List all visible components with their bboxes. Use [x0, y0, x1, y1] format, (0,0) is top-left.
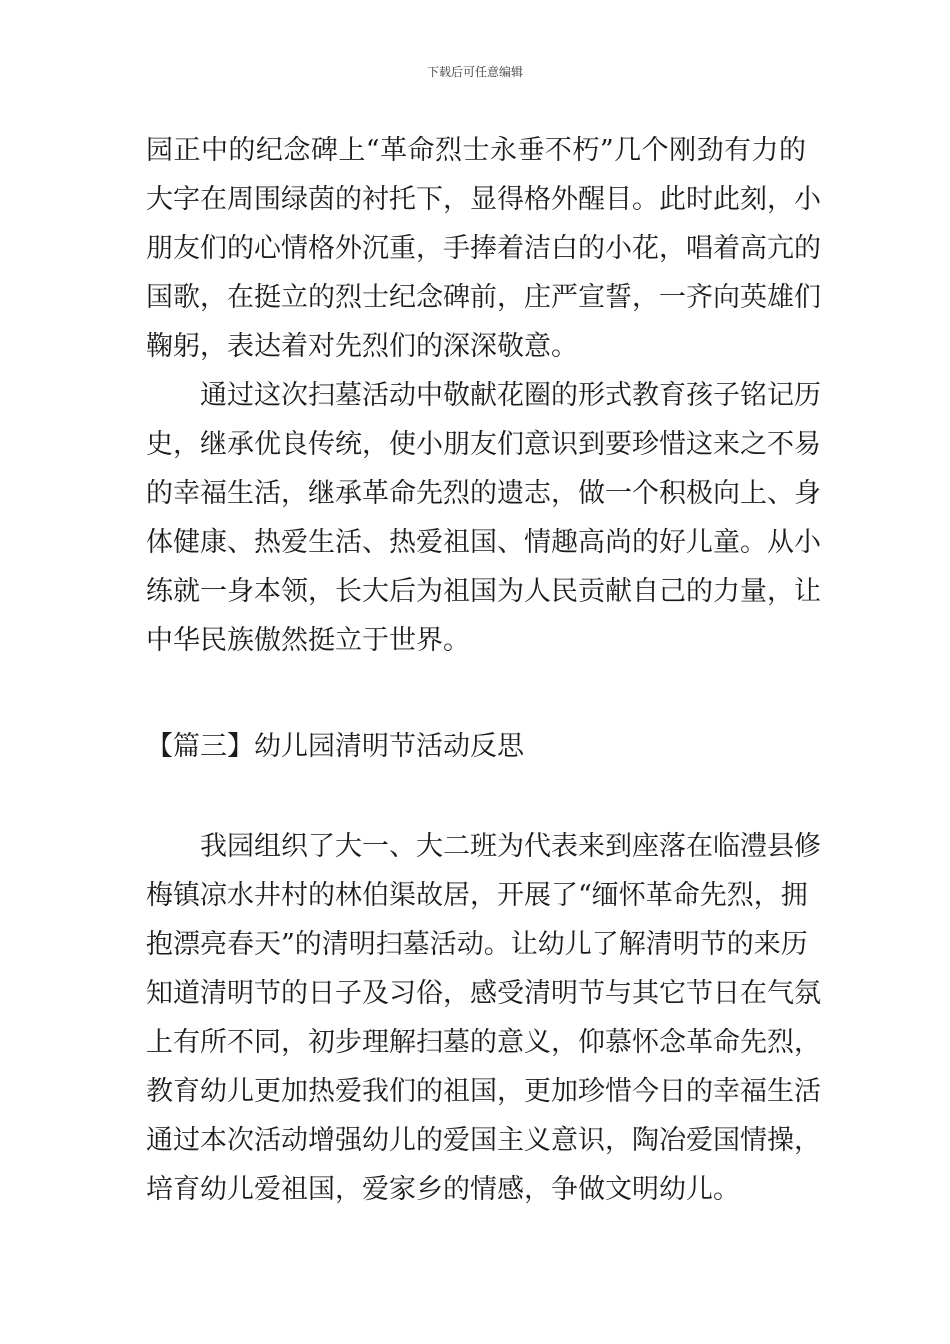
text-line: 史，继承优良传统，使小朋友们意识到要珍惜这来之不易 — [146, 429, 821, 460]
text-line: 上有所不同，初步理解扫墓的意义，仰慕怀念革命先烈， — [146, 1027, 821, 1058]
text-line: 国歌，在挺立的烈士纪念碑前，庄严宣誓，一齐向英雄们 — [146, 282, 821, 313]
text-line: 鞠躬，表达着对先烈们的深深敬意。 — [146, 331, 578, 362]
text-line: 培育幼儿爱祖国，爱家乡的情感，争做文明幼儿。 — [146, 1174, 740, 1205]
text-line: 园正中的纪念碑上“革命烈士永垂不朽”几个刚劲有力的 — [146, 135, 806, 166]
text-line: 教育幼儿更加热爱我们的祖国，更加珍惜今日的幸福生活 — [146, 1076, 821, 1107]
text-line: 的幸福生活，继承革命先烈的遗志，做一个积极向上、身 — [146, 478, 821, 509]
text-line: 抱漂亮春天”的清明扫墓活动。让幼儿了解清明节的来历 — [146, 929, 808, 960]
text-line: 梅镇凉水井村的林伯渠故居，开展了“缅怀革命先烈，拥 — [146, 880, 808, 911]
section-heading: 【篇三】幼儿园清明节活动反思 — [146, 731, 524, 762]
text-line: 通过这次扫墓活动中敬献花圈的形式教育孩子铭记历 — [200, 380, 821, 411]
text-line: 体健康、热爱生活、热爱祖国、情趣高尚的好儿童。从小 — [146, 527, 821, 558]
page-header-note: 下载后可任意编辑 — [426, 65, 523, 79]
text-line: 知道清明节的日子及习俗，感受清明节与其它节日在气氛 — [146, 978, 821, 1009]
text-line: 练就一身本领，长大后为祖国为人民贡献自己的力量，让 — [146, 576, 821, 607]
text-line: 朋友们的心情格外沉重，手捧着洁白的小花，唱着高亢的 — [146, 233, 821, 264]
text-line: 通过本次活动增强幼儿的爱国主义意识，陶冶爱国情操， — [146, 1125, 821, 1156]
text-line: 中华民族傲然挺立于世界。 — [146, 625, 470, 656]
text-line: 我园组织了大一、大二班为代表来到座落在临澧县修 — [200, 831, 821, 862]
text-line: 大字在周围绿茵的衬托下，显得格外醒目。此时此刻，小 — [146, 184, 821, 215]
